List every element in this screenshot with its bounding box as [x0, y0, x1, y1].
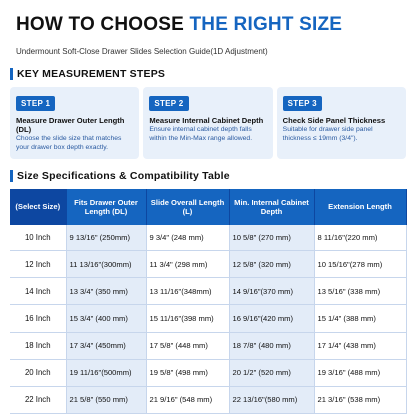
- cell-cabinet-depth: 14 9/16"(370 mm): [229, 278, 314, 305]
- table-row: [10, 305, 406, 332]
- measurement-heading-text: KEY MEASUREMENT STEPS: [17, 68, 166, 80]
- cell-size: 22 Inch: [10, 386, 66, 413]
- table-row: [10, 278, 406, 305]
- table-row: [10, 251, 406, 278]
- cell-drawer-length: 13 3/4" (350 mm): [66, 278, 146, 305]
- step-desc-2: Ensure internal cabinet depth falls within the Min-Max range allowed.: [149, 126, 253, 142]
- page-title-part-2: THE RIGHT SIZE: [189, 14, 343, 35]
- cell-cabinet-depth: 20 1/2" (520 mm): [229, 359, 314, 386]
- step-badge-1: STEP 1: [16, 96, 55, 111]
- cell-slide-length: 9 3/4" (248 mm): [146, 225, 229, 251]
- cell-drawer-length: 9 13/16" (250mm): [66, 225, 146, 251]
- step-title-3: Check Side Panel Thickness: [282, 116, 386, 125]
- cell-drawer-length: 19 11/16"(500mm): [66, 359, 146, 386]
- cell-size: 14 Inch: [10, 278, 66, 305]
- table-row: [10, 332, 406, 359]
- cell-size: 12 Inch: [10, 251, 66, 278]
- cell-drawer-length: 15 3/4" (400 mm): [66, 305, 146, 332]
- specs-section-heading: [10, 170, 230, 182]
- cell-drawer-length: 17 3/4" (450mm): [66, 332, 146, 359]
- table-row: [10, 386, 406, 413]
- cell-extension-length: 21 3/16" (538 mm): [314, 386, 406, 413]
- step-card-2: [143, 87, 272, 159]
- section-accent-bar: [10, 68, 13, 80]
- cell-extension-length: 17 1/4" (438 mm): [314, 332, 406, 359]
- page-title: [16, 14, 342, 36]
- table-header-row: [10, 189, 406, 225]
- col-header-drawer-length: Fits Drawer Outer Length (DL): [66, 189, 146, 225]
- cell-slide-length: 21 9/16" (548 mm): [146, 386, 229, 413]
- table-row: [10, 359, 406, 386]
- cell-extension-length: 8 11/16"(220 mm): [314, 225, 406, 251]
- cell-cabinet-depth: 10 5/8" (270 mm): [229, 225, 314, 251]
- col-header-slide-length: Slide Overall Length (L): [146, 189, 229, 225]
- page-subtitle: Undermount Soft-Close Drawer Slides Selection Guide(1D Adjustment): [16, 47, 268, 56]
- cell-cabinet-depth: 18 7/8" (480 mm): [229, 332, 314, 359]
- col-header-cabinet-depth: Min. Internal Cabinet Depth: [229, 189, 314, 225]
- table-row: [10, 225, 406, 251]
- cell-extension-length: 10 15/16"(278 mm): [314, 251, 406, 278]
- section-accent-bar: [10, 170, 13, 182]
- step-badge-3: STEP 3: [283, 96, 322, 111]
- cell-extension-length: 13 5/16" (338 mm): [314, 278, 406, 305]
- col-header-extension-length: Extension Length: [314, 189, 406, 225]
- cell-slide-length: 11 3/4" (298 mm): [146, 251, 229, 278]
- cell-size: 16 Inch: [10, 305, 66, 332]
- cell-slide-length: 13 11/16"(348mm): [146, 278, 229, 305]
- col-header-size: (Select Size): [10, 189, 66, 225]
- cell-size: 20 Inch: [10, 359, 66, 386]
- specs-heading-text: Size Specifications & Compatibility Table: [17, 170, 230, 182]
- cell-slide-length: 17 5/8" (448 mm): [146, 332, 229, 359]
- cell-cabinet-depth: 16 9/16"(420 mm): [229, 305, 314, 332]
- measurement-section-heading: [10, 68, 165, 80]
- cell-drawer-length: 21 5/8" (550 mm): [66, 386, 146, 413]
- step-card-3: [277, 87, 406, 159]
- cell-cabinet-depth: 12 5/8" (320 mm): [229, 251, 314, 278]
- size-spec-table: [10, 189, 407, 414]
- cell-extension-length: 19 3/16" (488 mm): [314, 359, 406, 386]
- cell-cabinet-depth: 22 13/16"(580 mm): [229, 386, 314, 413]
- cell-size: 10 Inch: [10, 225, 66, 251]
- step-title-1: Measure Drawer Outer Length (DL): [16, 116, 125, 135]
- cell-size: 18 Inch: [10, 332, 66, 359]
- cell-slide-length: 19 5/8" (498 mm): [146, 359, 229, 386]
- cell-extension-length: 15 1/4" (388 mm): [314, 305, 406, 332]
- cell-drawer-length: 11 13/16"(300mm): [66, 251, 146, 278]
- step-desc-3: Suitable for drawer side panel thickness ≤ 19mm (3/4").: [282, 126, 373, 142]
- step-desc-1: Choose the slide size that matches your drawer box depth exactly.: [16, 135, 122, 151]
- step-title-2: Measure Internal Cabinet Depth: [149, 116, 264, 125]
- page-title-part-1: HOW TO CHOOSE: [16, 14, 190, 35]
- cell-slide-length: 15 11/16"(398 mm): [146, 305, 229, 332]
- measurement-steps: [10, 87, 406, 159]
- step-card-1: [10, 87, 139, 159]
- step-badge-2: STEP 2: [149, 96, 188, 111]
